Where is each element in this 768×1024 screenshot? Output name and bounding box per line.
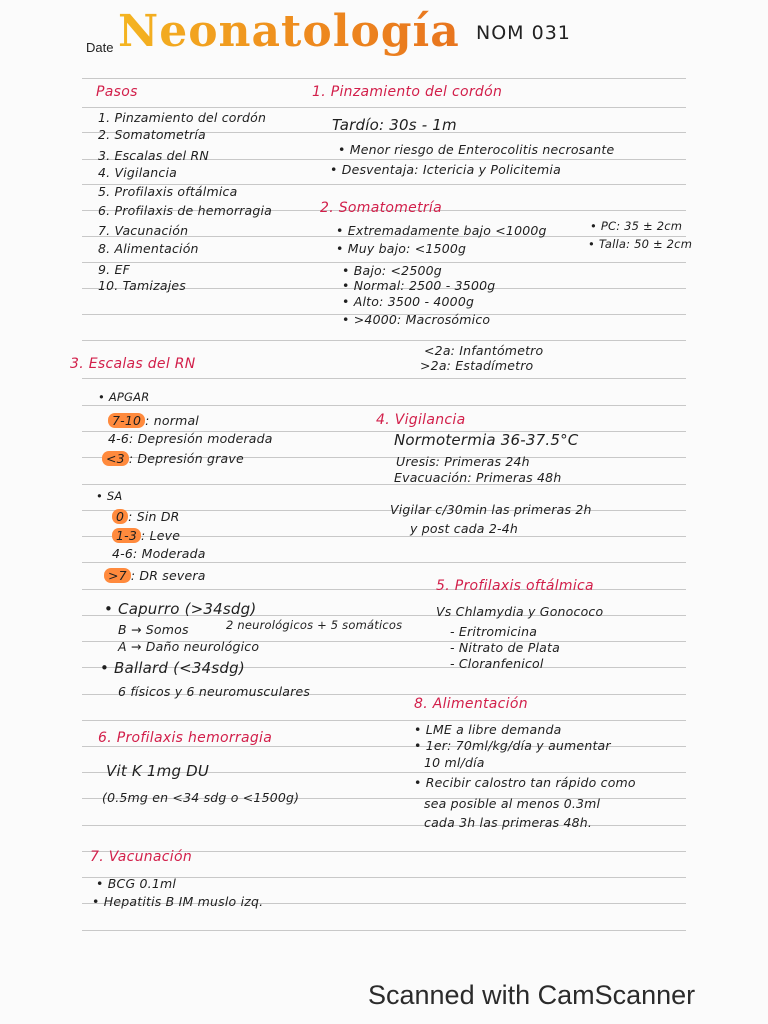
ruled-line <box>82 78 686 79</box>
oftalmica-vs: Vs Chlamydia y Gonococo <box>436 604 604 619</box>
infantometro: <2a: Infantómetro <box>424 343 544 358</box>
vigilancia-heading: 4. Vigilancia <box>376 412 466 428</box>
vigilancia-vigilar: Vigilar c/30min las primeras 2h <box>390 502 592 517</box>
apgar-normal-text: : normal <box>145 413 199 428</box>
date-label: Date <box>86 40 114 55</box>
pasos-item: 10. Tamizajes <box>98 278 186 293</box>
sa-severa-text: : DR severa <box>130 568 206 583</box>
pasos-heading: Pasos <box>96 84 138 100</box>
alimentacion-heading: 8. Alimentación <box>414 696 528 712</box>
alimentacion-item: cada 3h las primeras 48h. <box>424 815 593 830</box>
vacunacion-item: • Hepatitis B IM muslo izq. <box>92 894 264 909</box>
pasos-item: 8. Alimentación <box>98 241 199 256</box>
sa-severa <box>104 568 206 583</box>
page-title: Neonatología <box>118 6 460 57</box>
sa-leve <box>112 528 180 543</box>
somatometria-item: • Muy bajo: <1500g <box>336 241 467 256</box>
oftalmica-item: - Cloranfenicol <box>450 656 544 671</box>
alimentacion-item: • 1er: 70ml/kg/día y aumentar <box>414 738 611 753</box>
ruled-line <box>82 720 686 721</box>
camscanner-watermark: Scanned with CamScanner <box>368 980 696 1010</box>
pasos-item: 9. EF <box>98 262 130 277</box>
pinzamiento-desventaja: • Desventaja: Ictericia y Policitemia <box>330 162 561 177</box>
escalas-heading: 3. Escalas del RN <box>70 356 196 372</box>
vigilancia-evacuacion: Evacuación: Primeras 48h <box>394 470 562 485</box>
nom-reference: NOM 031 <box>476 22 571 44</box>
sa-0-score: 0 <box>112 509 128 524</box>
ruled-line <box>82 930 686 931</box>
sa-label: • SA <box>96 489 123 503</box>
somatometria-heading: 2. Somatometría <box>320 200 442 216</box>
pasos-item: 4. Vigilancia <box>98 165 177 180</box>
hemorragia-vitk: Vit K 1mg DU <box>106 762 210 780</box>
alimentacion-item: • Recibir calostro tan rápido como <box>414 775 636 790</box>
sa-moderada: 4-6: Moderada <box>112 546 206 561</box>
apgar-grave-text: : Depresión grave <box>128 451 244 466</box>
sa-0 <box>112 509 180 524</box>
vigilancia-uresis: Uresis: Primeras 24h <box>396 454 530 469</box>
vacunacion-heading: 7. Vacunación <box>90 849 193 865</box>
somatometria-item: • >4000: Macrosómico <box>342 312 491 327</box>
somatometria-item: • Bajo: <2500g <box>342 263 442 278</box>
alimentacion-item: sea posible al menos 0.3ml <box>424 796 601 811</box>
vigilancia-post: y post cada 2-4h <box>410 521 518 536</box>
pasos-item: 6. Profilaxis de hemorragia <box>98 203 273 218</box>
ruled-line <box>82 378 686 379</box>
sa-severa-score: >7 <box>104 568 131 583</box>
pasos-item: 3. Escalas del RN <box>98 148 209 163</box>
somatometria-pc: • PC: 35 ± 2cm <box>590 219 683 233</box>
somatometria-item: • Extremadamente bajo <1000g <box>336 223 547 238</box>
alimentacion-item: 10 ml/día <box>424 755 485 770</box>
pasos-item: 2. Somatometría <box>98 127 206 142</box>
ruled-line <box>82 562 686 563</box>
ballard-detail: 6 físicos y 6 neuromusculares <box>118 684 311 699</box>
capurro: • Capurro (>34sdg) <box>104 600 257 618</box>
hemorragia-heading: 6. Profilaxis hemorragia <box>98 730 273 746</box>
pinzamiento-heading: 1. Pinzamiento del cordón <box>312 84 503 100</box>
capurro-b-detail: 2 neurológicos + 5 somáticos <box>226 618 403 632</box>
apgar-grave <box>102 451 244 466</box>
apgar-label: • APGAR <box>98 390 150 404</box>
capurro-b: B → Somos <box>118 622 189 637</box>
ruled-line <box>82 340 686 341</box>
sa-leve-text: : Leve <box>141 528 181 543</box>
apgar-normal <box>108 413 199 428</box>
apgar-moderada: 4-6: Depresión moderada <box>108 431 273 446</box>
pinzamiento-tardio: Tardío: 30s - 1m <box>332 116 457 134</box>
ballard: • Ballard (<34sdg) <box>100 659 245 677</box>
ruled-line <box>82 107 686 108</box>
ruled-line <box>82 405 686 406</box>
vigilancia-normotermia: Normotermia 36-37.5°C <box>394 431 579 449</box>
ruled-line <box>82 589 686 590</box>
pasos-item: 1. Pinzamiento del cordón <box>98 110 267 125</box>
apgar-normal-score: 7-10 <box>108 413 145 428</box>
hemorragia-dosis: (0.5mg en <34 sdg o <1500g) <box>102 790 300 805</box>
ruled-line <box>82 484 686 485</box>
ruled-line <box>82 825 686 826</box>
capurro-a: A → Daño neurológico <box>118 639 260 654</box>
somatometria-item: • Alto: 3500 - 4000g <box>342 294 475 309</box>
somatometria-item: • Normal: 2500 - 3500g <box>342 278 496 293</box>
oftalmica-item: - Eritromicina <box>450 624 538 639</box>
pasos-item: 5. Profilaxis oftálmica <box>98 184 238 199</box>
alimentacion-item: • LME a libre demanda <box>414 722 562 737</box>
sa-0-text: : Sin DR <box>128 509 180 524</box>
somatometria-talla: • Talla: 50 ± 2cm <box>588 237 693 251</box>
estadimetro: >2a: Estadímetro <box>420 358 534 373</box>
oftalmica-item: - Nitrato de Plata <box>450 640 560 655</box>
oftalmica-heading: 5. Profilaxis oftálmica <box>436 578 594 594</box>
pinzamiento-ventaja: • Menor riesgo de Enterocolitis necrosante <box>338 142 615 157</box>
pasos-item: 7. Vacunación <box>98 223 189 238</box>
apgar-grave-score: <3 <box>102 451 129 466</box>
sa-leve-score: 1-3 <box>112 528 141 543</box>
vacunacion-item: • BCG 0.1ml <box>96 876 177 891</box>
